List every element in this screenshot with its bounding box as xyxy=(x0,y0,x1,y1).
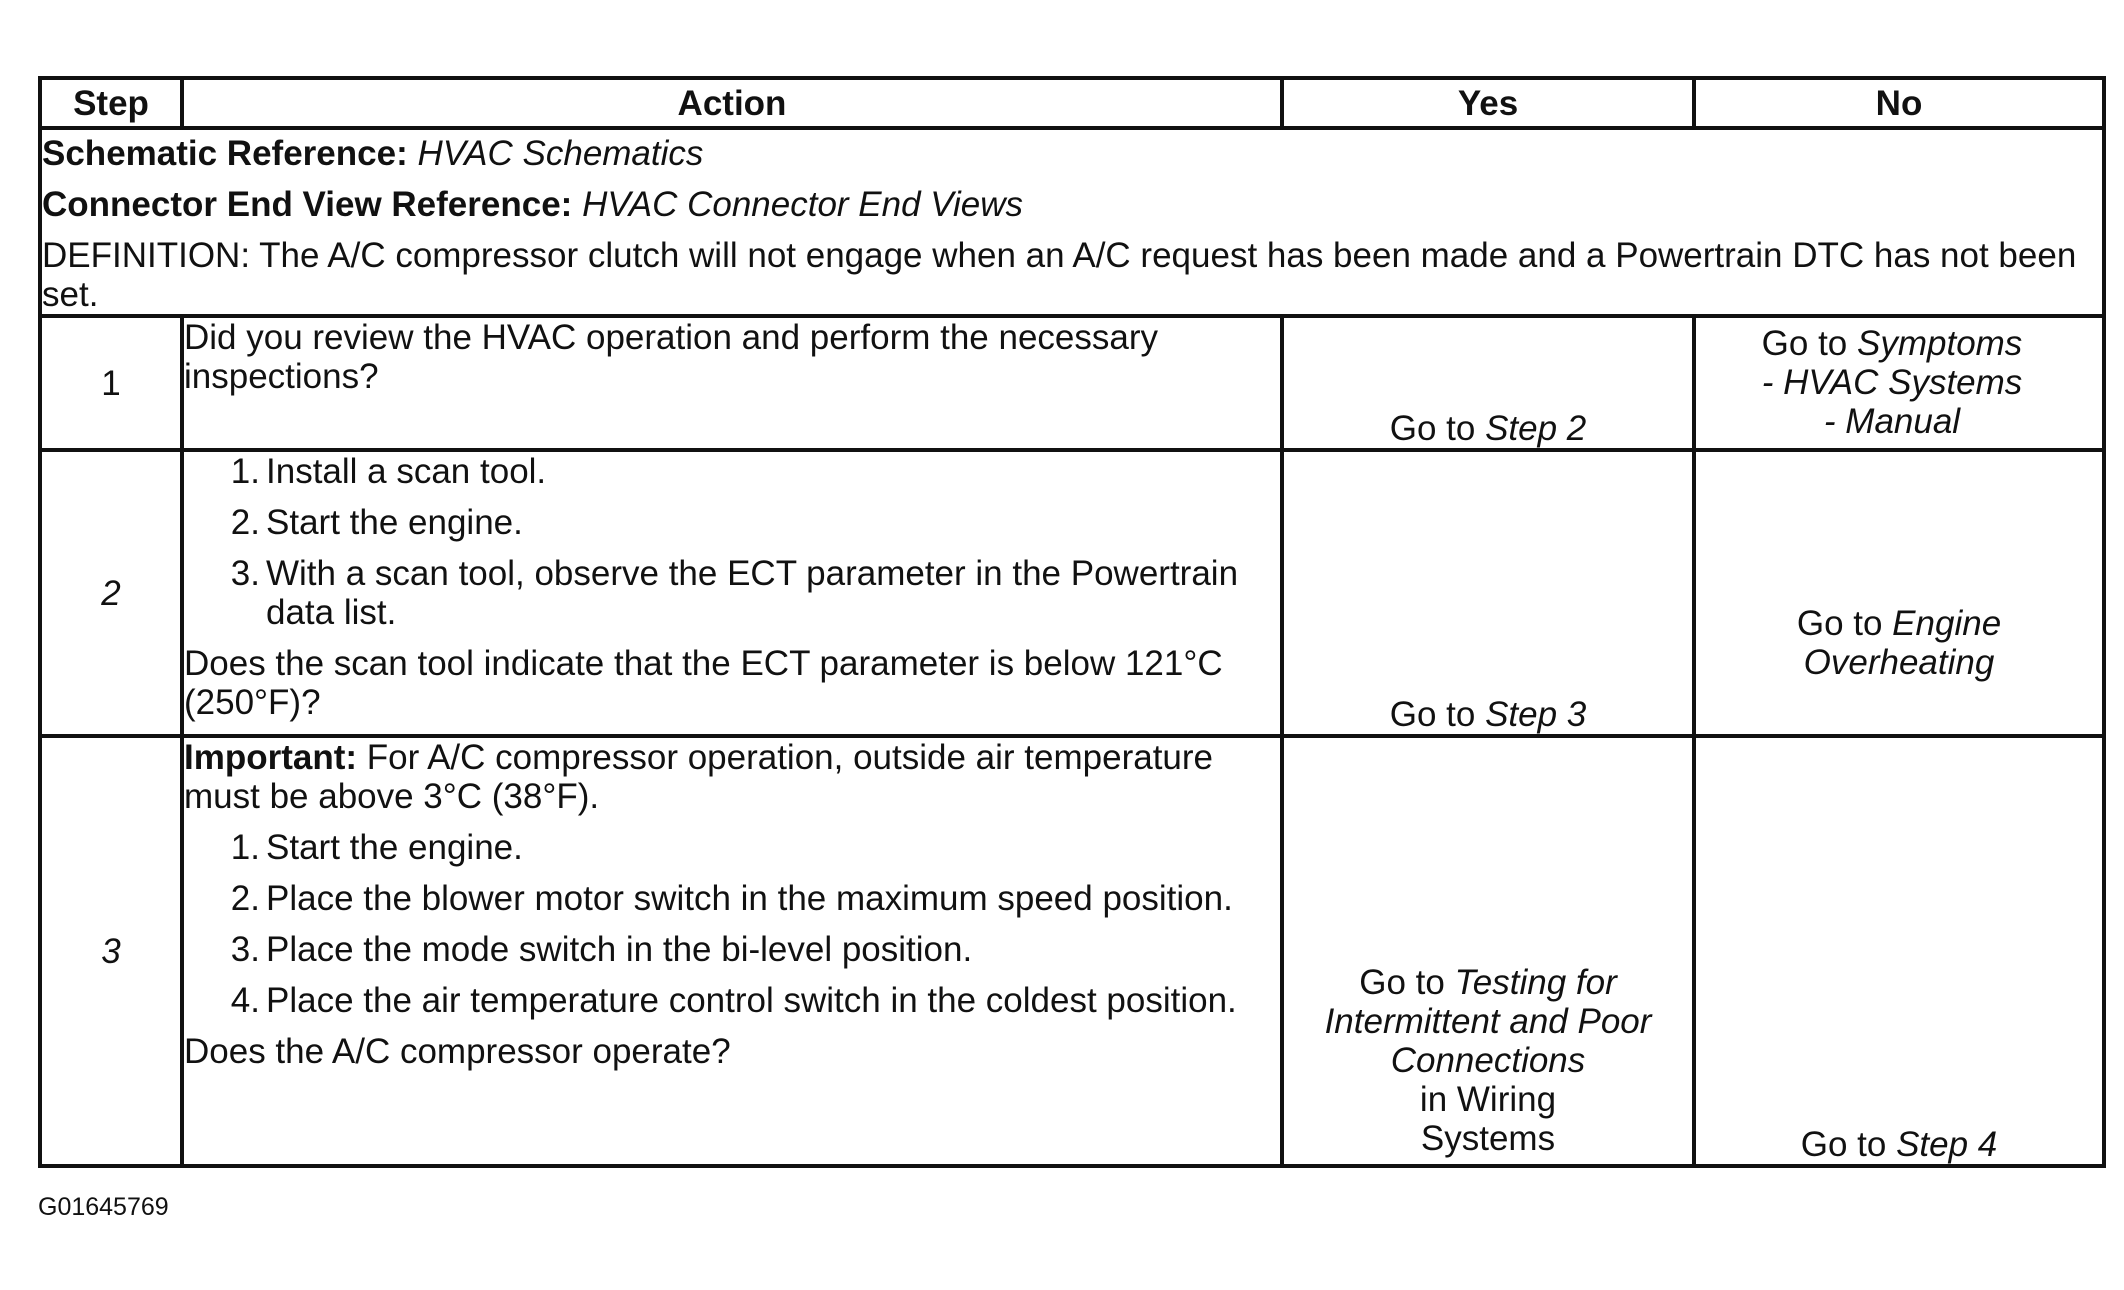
schematic-reference-label: Schematic Reference: xyxy=(42,134,408,173)
reference-row xyxy=(40,128,2104,316)
schematic-reference-link[interactable]: HVAC Schematics xyxy=(417,134,704,173)
header-action: Action xyxy=(182,78,1282,128)
definition-text: DEFINITION: The A/C compressor clutch will not engage when an A/C request has been made and a Powertrain DTC has not been set. xyxy=(42,236,2077,314)
no-link[interactable]: Step 4 xyxy=(1896,1125,1998,1164)
procedure-list xyxy=(184,452,1280,632)
table-row xyxy=(40,736,2104,1166)
no-cell xyxy=(1694,316,2104,450)
no-prefix: Go to xyxy=(1796,604,1893,643)
list-item: 4. Place the air temperature control switch in the coldest position. xyxy=(230,981,1237,1020)
action-cell xyxy=(182,316,1282,450)
important-text: For A/C compressor operation, outside air temperature must be above 3°C (38°F). xyxy=(184,738,1214,816)
action-cell xyxy=(182,450,1282,736)
yes-link[interactable]: Step 2 xyxy=(1485,409,1587,448)
action-question: Did you review the HVAC operation and perform the necessary inspections? xyxy=(184,318,1159,396)
reference-cell xyxy=(40,128,2104,316)
yes-cell xyxy=(1282,316,1694,450)
header-step: Step xyxy=(40,78,182,128)
header-row xyxy=(40,78,2104,128)
yes-cell xyxy=(1282,450,1694,736)
important-label: Important: xyxy=(184,738,358,777)
step-number: 1 xyxy=(40,316,182,450)
header-yes: Yes xyxy=(1282,78,1694,128)
important-note xyxy=(184,738,1280,816)
action-question: Does the A/C compressor operate? xyxy=(184,1032,731,1071)
procedure-list xyxy=(184,828,1280,1020)
diagnostic-table xyxy=(38,76,2106,1168)
step-number: 3 xyxy=(40,736,182,1166)
action-question: Does the scan tool indicate that the ECT parameter is below 121°C (250°F)? xyxy=(184,644,1223,722)
no-prefix: Go to xyxy=(1761,324,1857,363)
connector-reference xyxy=(42,185,2102,224)
schematic-reference xyxy=(42,134,2102,173)
yes-link[interactable]: Testing for Intermittent and Poor Connections xyxy=(1324,963,1652,1080)
connector-reference-link[interactable]: HVAC Connector End Views xyxy=(582,185,1024,224)
yes-prefix: Go to xyxy=(1389,409,1486,448)
no-cell xyxy=(1694,450,2104,736)
list-item: 3. Place the mode switch in the bi-level position. xyxy=(230,930,973,969)
list-item: 3. With a scan tool, observe the ECT parameter in the Powertrain data list. xyxy=(230,554,1239,632)
no-cell xyxy=(1694,736,2104,1166)
list-item: 2. Place the blower motor switch in the maximum speed position. xyxy=(230,879,1233,918)
table-row xyxy=(40,316,2104,450)
header-no: No xyxy=(1694,78,2104,128)
no-link[interactable]: Symptoms - HVAC Systems - Manual xyxy=(1761,324,2023,441)
diagnostic-table-container xyxy=(38,76,2102,1168)
connector-reference-label: Connector End View Reference: xyxy=(42,185,573,224)
yes-cell xyxy=(1282,736,1694,1166)
step-number: 2 xyxy=(40,450,182,736)
yes-link[interactable]: Step 3 xyxy=(1485,695,1587,734)
table-row xyxy=(40,450,2104,736)
figure-id: G01645769 xyxy=(38,1193,169,1221)
list-item: 1. Start the engine. xyxy=(230,828,523,867)
action-cell xyxy=(182,736,1282,1166)
list-item: 1. Install a scan tool. xyxy=(230,452,547,491)
no-prefix: Go to xyxy=(1800,1125,1897,1164)
list-item: 2. Start the engine. xyxy=(230,503,523,542)
yes-suffix: in Wiring Systems xyxy=(1419,1080,1557,1158)
no-link[interactable]: Engine Overheating xyxy=(1803,604,2002,682)
yes-prefix: Go to xyxy=(1359,963,1455,1002)
yes-prefix: Go to xyxy=(1389,695,1486,734)
